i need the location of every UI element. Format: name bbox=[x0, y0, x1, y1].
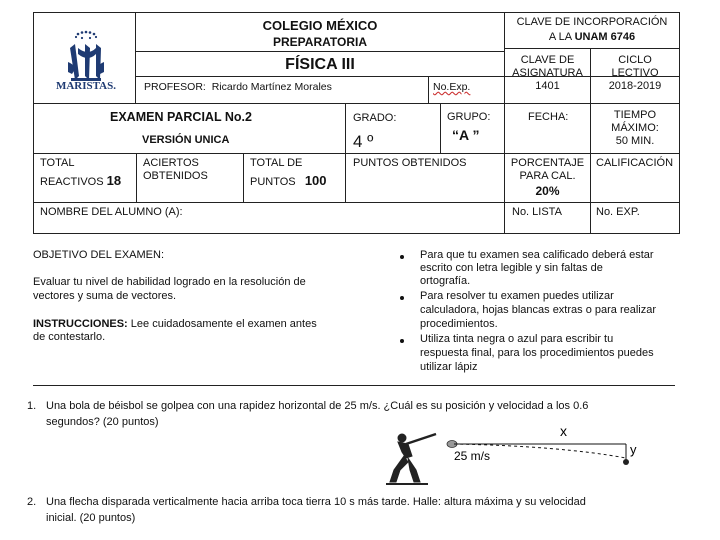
note-2-line-2: calculadora, hojas blancas extras o para realizar bbox=[420, 304, 657, 316]
instructions-2: de contestarlo. bbox=[33, 331, 106, 343]
school-level: PREPARATORIA bbox=[272, 35, 367, 49]
col-divider bbox=[428, 76, 429, 103]
bullet-icon bbox=[400, 296, 404, 300]
note-3-line-1: Utiliza tinta negra o azul para escribir tu bbox=[420, 333, 614, 345]
row-divider bbox=[33, 103, 680, 104]
batter-icon bbox=[386, 434, 436, 484]
note-1-line-2: escrito con letra legible y sin faltas de bbox=[420, 262, 603, 274]
school-name: COLEGIO MÉXICO bbox=[262, 18, 378, 33]
col-divider bbox=[504, 202, 505, 234]
reactivos-label: TOTAL bbox=[40, 157, 75, 169]
puntos-label: TOTAL DE bbox=[250, 157, 303, 169]
reactivos-value: 18 bbox=[106, 173, 122, 188]
aciertos-label: ACIERTOS bbox=[143, 157, 199, 169]
ciclo-label: CICLO bbox=[618, 54, 652, 66]
y-label: y bbox=[630, 442, 637, 457]
instructions-1: INSTRUCCIONES: Lee cuidadosamente el examen antes bbox=[33, 318, 317, 330]
calificacion-label: CALIFICACIÓN bbox=[596, 157, 674, 169]
nombre-alumno-label: NOMBRE DEL ALUMNO (A): bbox=[40, 206, 183, 218]
col-divider bbox=[440, 103, 441, 153]
puntos-label-2: PUNTOS 100 bbox=[250, 173, 327, 188]
no-lista-label: No. LISTA bbox=[512, 206, 562, 218]
bullet-icon bbox=[400, 255, 404, 259]
grado-label: GRADO: bbox=[353, 112, 397, 124]
exam-title: EXAMEN PARCIAL No.2 bbox=[110, 110, 252, 124]
question-1-line-1: Una bola de béisbol se golpea con una rapidez horizontal de 25 m/s. ¿Cuál es su posición y velocidad a los 0.6 bbox=[46, 400, 589, 412]
grado-value: 4 º bbox=[353, 132, 374, 151]
note-3-line-2: respuesta final, para los procedimientos puedes bbox=[420, 347, 654, 359]
profesor-field: PROFESOR: Ricardo Martínez Morales bbox=[144, 81, 332, 93]
row-divider bbox=[504, 48, 680, 49]
row-divider bbox=[135, 51, 504, 52]
question-2-line-1: Una flecha disparada verticalmente hacia arriba toca tierra 10 s más tarde. Halle: altura máxima y su velocidad bbox=[46, 496, 586, 508]
fecha-label: FECHA: bbox=[528, 111, 569, 123]
noexp-header-label: No.Exp. bbox=[433, 81, 471, 93]
projectile-figure bbox=[380, 422, 660, 492]
clave-incorporacion-label: CLAVE DE INCORPORACIÓN bbox=[516, 16, 668, 28]
col-divider bbox=[136, 153, 137, 202]
clave-asignatura-value: 1401 bbox=[535, 80, 560, 92]
porcentaje-value: 20% bbox=[535, 184, 560, 198]
subject-title: FÍSICA III bbox=[285, 56, 355, 73]
question-2-line-2: inicial. (20 puntos) bbox=[46, 512, 136, 524]
puntos-value: 100 bbox=[304, 173, 327, 188]
clave-asignatura-label: CLAVE DE bbox=[520, 54, 575, 66]
bullet-icon bbox=[400, 339, 404, 343]
porcentaje-label: PORCENTAJE bbox=[510, 157, 585, 169]
reactivos-label-2: REACTIVOS 18 bbox=[40, 173, 122, 188]
ciclo-label-2: LECTIVO bbox=[611, 67, 659, 79]
exam-version: VERSIÓN UNICA bbox=[142, 134, 230, 146]
grupo-value: “A ” bbox=[452, 127, 480, 143]
question-1-line-2: segundos? (20 puntos) bbox=[46, 416, 159, 428]
note-1-line-1: Para que tu examen sea calificado deberá estar bbox=[420, 249, 654, 261]
question-1-number: 1. bbox=[27, 400, 37, 412]
puntos-obtenidos-label: PUNTOS OBTENIDOS bbox=[353, 157, 467, 169]
ball-position-dot bbox=[623, 459, 629, 465]
clave-asignatura-label-2: ASIGNATURA bbox=[512, 67, 583, 79]
row-divider bbox=[33, 202, 680, 203]
section-divider bbox=[33, 385, 675, 386]
col-divider bbox=[345, 103, 346, 202]
col-divider bbox=[243, 153, 244, 202]
no-exp-label: No. EXP. bbox=[596, 206, 640, 218]
objective-heading: OBJETIVO DEL EXAMEN: bbox=[33, 249, 165, 261]
clave-incorporacion-value: A LA UNAM 6746 bbox=[548, 31, 636, 43]
grupo-label: GRUPO: bbox=[447, 111, 491, 123]
row-divider bbox=[33, 153, 680, 154]
logo-text: MARISTAS. bbox=[55, 80, 116, 92]
objective-text-2: vectores y suma de vectores. bbox=[33, 290, 177, 302]
col-divider bbox=[135, 12, 136, 103]
note-1-line-3: ortografía. bbox=[420, 275, 471, 287]
note-2-line-3: procedimientos. bbox=[420, 318, 498, 330]
note-3-line-3: utilizar lápiz bbox=[420, 361, 478, 373]
tiempo-value: 50 MIN. bbox=[615, 135, 655, 147]
porcentaje-label-2: PARA CAL. bbox=[519, 170, 576, 182]
speed-label: 25 m/s bbox=[454, 449, 491, 463]
tiempo-label: TIEMPO bbox=[613, 109, 657, 121]
x-label: x bbox=[560, 423, 567, 439]
aciertos-label-2: OBTENIDOS bbox=[143, 170, 208, 182]
note-2-line-1: Para resolver tu examen puedes utilizar bbox=[420, 290, 614, 302]
tiempo-label-2: MÁXIMO: bbox=[611, 122, 659, 134]
objective-text-1: Evaluar tu nivel de habilidad logrado en la resolución de bbox=[33, 276, 306, 288]
question-2-number: 2. bbox=[27, 496, 37, 508]
ciclo-value: 2018-2019 bbox=[608, 80, 662, 92]
